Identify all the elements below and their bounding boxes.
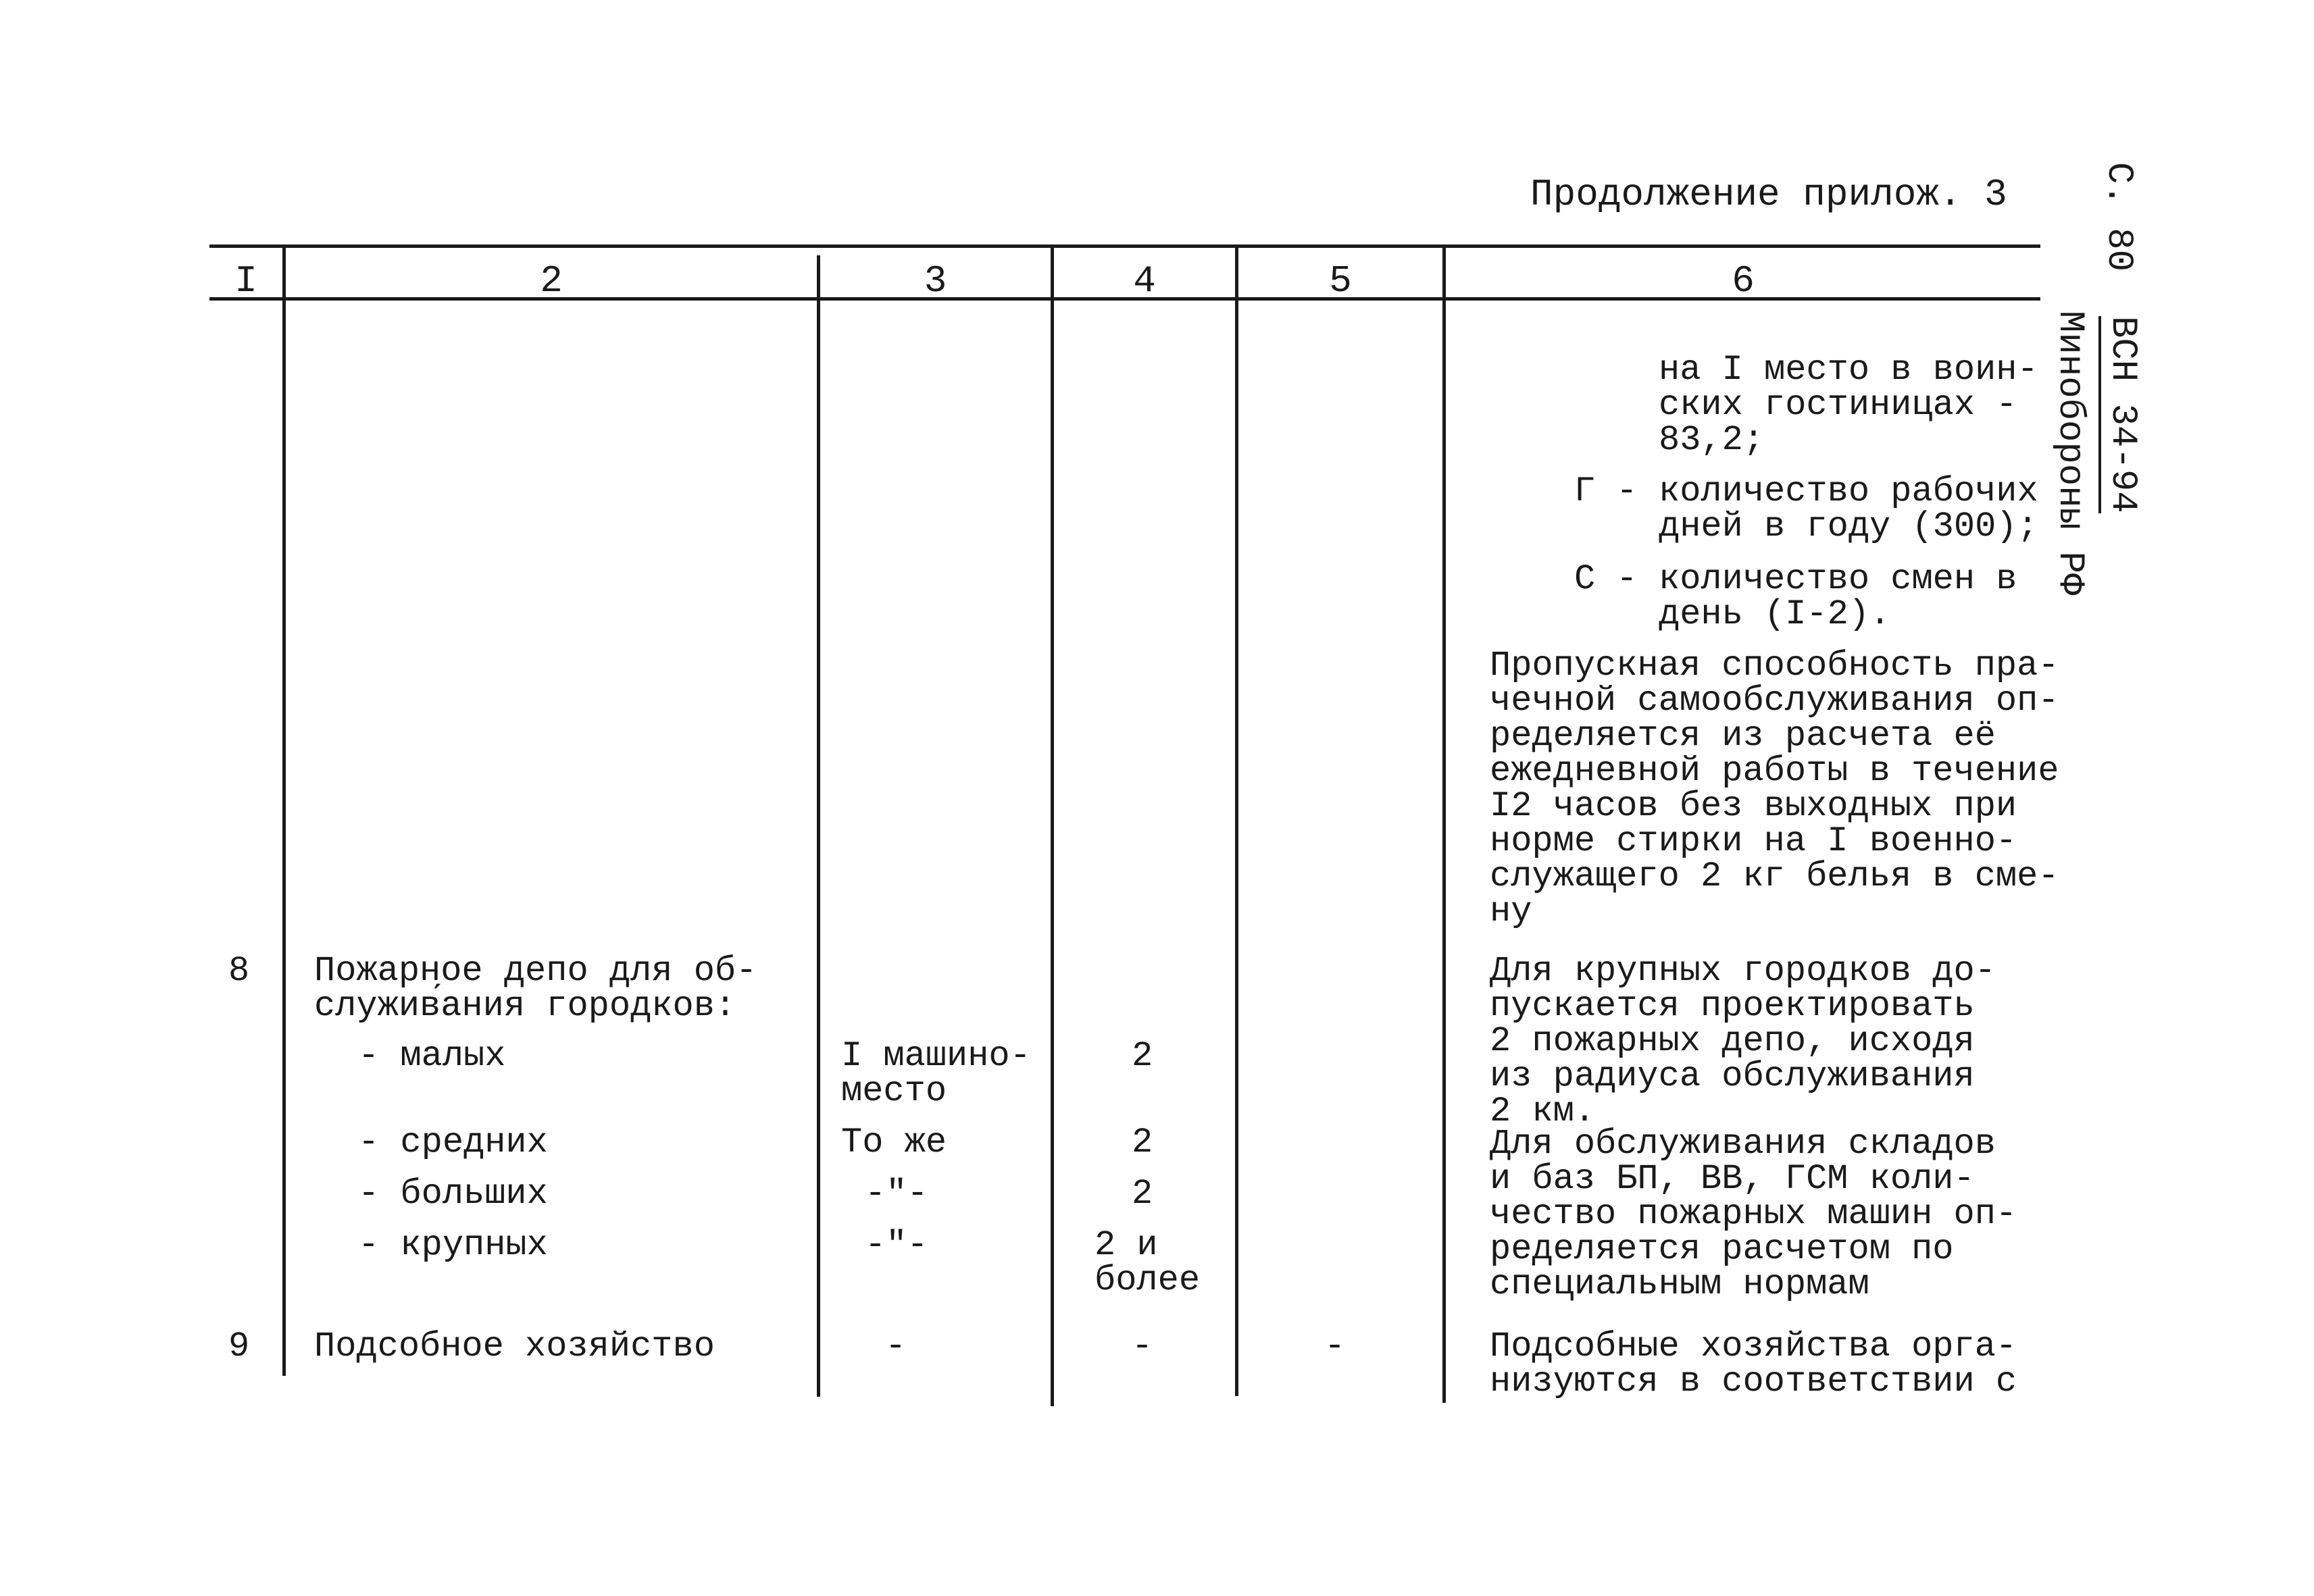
g-letter: Г - xyxy=(1574,471,1638,511)
row8-item-xlarge-unit: -"- xyxy=(865,1225,928,1265)
column-divider-3 xyxy=(1051,244,1054,1406)
page-number: С. 80 xyxy=(2098,162,2139,272)
document-code: ВСН 34-94 xyxy=(2098,316,2140,513)
c-line2: день (I-2). xyxy=(1659,594,1891,634)
column-header-4: 4 xyxy=(1133,259,1156,303)
column-header-1: I xyxy=(234,259,257,303)
table-top-rule xyxy=(209,244,2040,248)
row8-note-line: и баз БП, ВВ, ГСМ коли- xyxy=(1490,1159,1975,1199)
row9-col4: - xyxy=(1132,1327,1153,1366)
row9-number: 9 xyxy=(228,1327,250,1366)
row8-note-line: пускается проектировать xyxy=(1490,986,1975,1026)
col6-line3: 83,2; xyxy=(1659,420,1765,460)
col6-line1: на I место в воин- xyxy=(1659,350,2038,390)
continuation-label: Продолжение прилож. 3 xyxy=(1530,173,2007,216)
row8-item-xlarge-value-2: более xyxy=(1095,1260,1201,1300)
row8-item-medium: - средних xyxy=(358,1123,548,1162)
column-divider-5 xyxy=(1442,244,1446,1403)
row8-number: 8 xyxy=(228,951,250,991)
row8-item-small-unit: I машино- xyxy=(841,1036,1031,1076)
row9-col5: - xyxy=(1324,1327,1346,1366)
row8-note-line: Для обслуживания складов xyxy=(1490,1124,1996,1164)
g-line1: количество рабочих xyxy=(1659,471,2038,511)
row8-title-line2: служив́ания городков: xyxy=(314,986,736,1026)
row8-note-line: чество пожарных машин оп- xyxy=(1490,1194,2017,1234)
laundry-note-line: ежедневной работы в течение xyxy=(1490,751,2059,791)
row8-note-line: 2 км. xyxy=(1490,1091,1596,1131)
organization: Минобороны РФ xyxy=(2049,311,2090,596)
row8-note-line: ределяется расчетом по xyxy=(1490,1229,1954,1269)
row8-item-medium-value: 2 xyxy=(1132,1123,1153,1162)
row9-title: Подсобное хозяйство xyxy=(314,1327,715,1366)
row8-item-xlarge: - крупных xyxy=(358,1225,548,1265)
laundry-note-line: Пропускная способность пра- xyxy=(1490,646,2059,686)
c-line1: количество смен в xyxy=(1659,559,2017,599)
laundry-note-line: служащего 2 кг белья в сме- xyxy=(1490,856,2059,896)
row8-note-line: Для крупных городков до- xyxy=(1490,951,1996,991)
laundry-note-line: ределяется из расчета её xyxy=(1490,716,1996,756)
column-header-5: 5 xyxy=(1329,259,1352,303)
c-letter: С - xyxy=(1574,559,1638,599)
column-divider-1 xyxy=(282,244,286,1376)
row9-col3: - xyxy=(885,1327,907,1366)
row8-item-large: - больших xyxy=(358,1174,548,1214)
laundry-note-line: чечной самообслуживания оп- xyxy=(1490,681,2059,721)
row8-item-large-value: 2 xyxy=(1132,1174,1153,1214)
g-line2: дней в году (300); xyxy=(1659,507,2038,546)
row8-item-small: - малых xyxy=(358,1036,506,1076)
laundry-note-line: ну xyxy=(1490,892,1532,931)
column-divider-2 xyxy=(817,255,820,1397)
row8-item-large-unit: -"- xyxy=(865,1174,928,1214)
row8-item-small-value: 2 xyxy=(1132,1036,1153,1076)
row8-title-line1: Пожарное депо для об- xyxy=(314,951,757,991)
col6-line2: ских гостиницах - xyxy=(1659,385,2017,425)
row8-note-line: 2 пожарных депо, исходя xyxy=(1490,1021,1975,1061)
row8-note-line: из радиуса обслуживания xyxy=(1490,1056,1975,1096)
row9-note-line: Подсобные хозяйства орга- xyxy=(1490,1327,2017,1366)
column-header-2: 2 xyxy=(540,259,563,303)
row9-note-line: низуются в соответствии с xyxy=(1490,1362,2017,1401)
row8-item-xlarge-value: 2 и xyxy=(1095,1225,1158,1265)
column-header-3: 3 xyxy=(924,259,947,303)
row8-item-medium-unit: То же xyxy=(841,1123,947,1162)
laundry-note-line: I2 часов без выходных при xyxy=(1490,786,2017,826)
column-divider-4 xyxy=(1235,244,1238,1396)
row8-note-line: специальным нормам xyxy=(1490,1264,1869,1304)
laundry-note-line: норме стирки на I военно- xyxy=(1490,821,2017,861)
row8-item-small-unit-2: место xyxy=(841,1071,947,1111)
column-header-6: 6 xyxy=(1732,259,1755,303)
